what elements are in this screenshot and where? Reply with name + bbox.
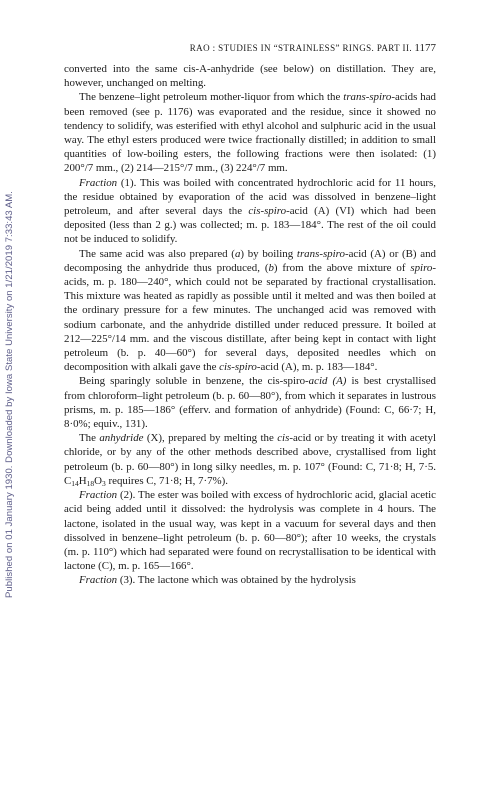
paragraph-5 <box>64 374 436 431</box>
text-run: (3). The lactone which was obtained by the hydrolysis <box>117 574 356 587</box>
text-run: -acid (A), m. p. 183—184°. <box>256 361 378 374</box>
text-run: -acid or by treating it with acetyl chloride, or by any of the other methods described above, crystallised from light petroleum (b. p. 60—80°) in long silky needles, m. p. 107° (Found: C, 71·8; H, 7·5. C <box>64 432 437 487</box>
italic-run: Fraction <box>79 176 118 189</box>
subscript: 18 <box>86 478 95 488</box>
text-run: ) by boiling <box>240 247 297 260</box>
text-run: (2). The ester was boiled with excess of hydrochloric acid, glacial acetic acid being added until it dissolved: the hydrolysis was complete in 4 hours. The lactone, isolated in the usual way, was kept in a vacuum for several days and then dissolved in benzene–light petroleum (b. p. 60—80°); after 10 weeks, the crystals (m. p. 110°) which had separated were found on recrystallisation to be identical with lactone (C), m. p. 165—166°. <box>64 489 436 573</box>
text-run: The same acid was also prepared ( <box>79 247 235 260</box>
download-notice <box>2 64 16 724</box>
page-number: 1177 <box>414 42 436 54</box>
text-run: Being sparingly soluble in benzene, the cis-spiro- <box>79 375 309 388</box>
italic-run: cis <box>277 432 290 445</box>
paragraph-fraction-3 <box>64 573 436 587</box>
text-run: requires C, 71·8; H, 7·7%). <box>105 474 228 487</box>
italic-run: anhydride <box>99 432 144 445</box>
italic-run: a <box>234 247 241 260</box>
text-run: -acids, m. p. 180—240°, which could not be separated by fractional crystallisation. This mixture was heated as rapidly as possible until it melted and was then boiled at the ordinary pressure for a few minutes. The unchanged acid was removed with sodium carbonate, and the anhydride distilled under reduced pressure. It boiled at 212—225°/14 mm. and the viscous distillate, after being kept in contact with light petroleum (b. p. 40—60°) for several days, deposited needles which on decomposition with alkali gave the <box>64 261 436 374</box>
italic-run: trans-spiro <box>343 91 392 104</box>
italic-run: acid (A) <box>308 375 347 388</box>
italic-run: Fraction <box>79 574 118 587</box>
italic-run: b <box>268 261 274 274</box>
article-body <box>64 62 436 588</box>
paragraph-4 <box>64 247 436 375</box>
subscript: 14 <box>71 478 79 488</box>
text-run: (X), prepared by melting the <box>143 432 278 445</box>
text-run: -acids had been removed (see p. 1176) was evaporated and the residue, since it showed no tendency to solidify, was esterified with ethyl alcohol and sulphuric acid in the usual way. The ethyl esters produced were twice fractionally distilled; in addition to small quantities of low-boiling esters, the following fractions were then isolated: (1) 200°/7 mm., (2) 214—215°/7 mm., (3) 224°/7 mm. <box>64 91 437 175</box>
text-run: O <box>94 474 103 487</box>
paragraph-fraction-2 <box>64 488 436 573</box>
text-run: -acid (A) (VI) which had been deposited (less than 2 g.) was collected; m. p. 183—184°. The rest of the oil could not be induced to solidify. <box>64 205 436 246</box>
italic-run: trans-spiro <box>296 247 345 260</box>
paragraph-6 <box>64 431 436 488</box>
text-run: H <box>78 474 87 487</box>
text-run: The <box>79 432 100 445</box>
italic-run: spiro <box>410 261 433 274</box>
text-run: (1). This was boiled with concentrated hydrochloric acid for 11 hours, the residue obtained by evaporation of the acid was dissolved in benzene–light petroleum, and after several days the <box>64 176 436 218</box>
text-run: is best crystallised from chloroform–light petroleum (b. p. 60—80°), from which it separates in lustrous prisms, m. p. 185—186° (efferv. and formation of anhydride) (Found: C, 66·7; H, 8·0%; equiv., 131). <box>64 375 436 431</box>
download-notice-text: Published on 01 January 1930. Downloaded by Iowa State University on 1/21/2019 7:33:43 AM. <box>3 190 15 598</box>
subscript: 3 <box>102 478 106 488</box>
paragraph-fraction-1 <box>64 176 436 247</box>
running-title: RAO : STUDIES IN “STRAINLESS” RINGS. PART II. <box>189 43 412 53</box>
paragraph-1: converted into the same cis-A-anhydride (see below) on distillation. They are, however, unchanged on melting. <box>64 63 436 90</box>
paragraph-2 <box>64 90 436 175</box>
text-run: ) from the above mixture of <box>273 261 411 274</box>
italic-run: Fraction <box>79 489 118 502</box>
italic-run: cis-spiro <box>248 205 287 218</box>
italic-run: cis-spiro <box>219 361 257 374</box>
running-header <box>64 41 436 55</box>
text-run: -acid (A) or (B) and decomposing the anhydride thus produced, ( <box>64 247 436 274</box>
text-run: The benzene–light petroleum mother-liquor from which the <box>79 91 344 104</box>
